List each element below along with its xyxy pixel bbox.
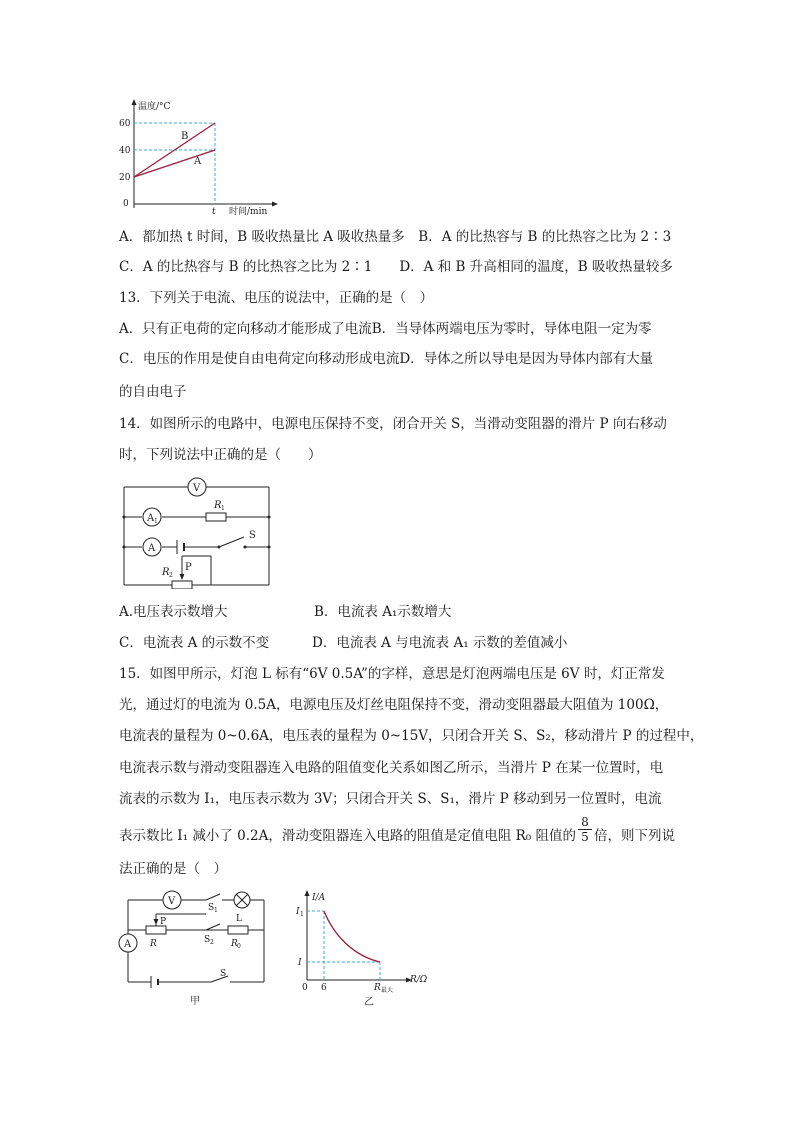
- slider-p-label: P: [185, 562, 192, 573]
- i1-sub: 1: [300, 911, 304, 918]
- x-tick-t: t: [212, 207, 216, 217]
- series-b-label: B: [181, 131, 189, 142]
- q12-options-line-1: A．都加热 t 时间，B 吸收热量比 A 吸收热量多 B．A 的比热容与 B 的比热容之比为 2∶3: [119, 229, 672, 245]
- rheostat-r2-sub: 2: [169, 572, 173, 579]
- origin-label: 0: [302, 983, 308, 993]
- q14-circuit-diagram: [119, 474, 274, 589]
- q15-line-4: 电流表示数与滑动变阻器连入电路的阻值变化关系如图乙所示，当滑片 P 在某一位置时，电: [119, 760, 664, 776]
- lamp-label: L: [236, 914, 242, 924]
- rheostat-r-label: R: [150, 939, 157, 949]
- q15-line-6b: 倍，则下列说: [594, 828, 675, 844]
- switch-s-label: S: [249, 530, 256, 541]
- ammeter-label: A: [124, 939, 132, 950]
- q12-options-line-2: C．A 的比热容与 B 的比热容之比为 2∶1 D．A 和 B 升高相同的温度，B 吸收热量较多: [119, 259, 673, 275]
- q14-option-c: C．电流表 A 的示数不变: [119, 635, 270, 651]
- x-tick-6: 6: [321, 983, 327, 993]
- q15-circuit-jia: [116, 886, 272, 1008]
- switch-s1-label: S: [208, 903, 215, 913]
- q14-option-a: A.电压表示数增大: [119, 604, 228, 620]
- slider-p-label: P: [160, 917, 167, 927]
- y-tick-0: 0: [123, 199, 129, 209]
- rheostat-r2: [172, 581, 192, 589]
- q15-line-1: 15．如图甲所示，灯泡 L 标有“6V 0.5A”的字样，意思是灯泡两端电压是 6V 时，灯正常发: [119, 666, 665, 682]
- q14-stem-1: 14．如图所示的电路中，电源电压保持不变，闭合开关 S，当滑动变阻器的滑片 P 向右移动: [119, 416, 667, 432]
- q15-line-3: 电流表的量程为 0~0.6A，电压表的量程为 0~15V，只闭合开关 S、S₂，移动滑片 P 的过程中，: [119, 728, 704, 744]
- voltmeter-label: V: [168, 896, 176, 907]
- q15-line-7: 法正确的是（ ）: [119, 861, 227, 877]
- ammeter-a1-sub: 1: [154, 518, 158, 525]
- resistor-r1-sub: 1: [221, 505, 225, 512]
- series-a-label: A: [194, 156, 202, 167]
- rheostat-r2-label: R: [162, 567, 170, 578]
- voltmeter-label: V: [193, 483, 201, 494]
- ammeter-a-label: A: [148, 543, 156, 554]
- current-vs-resistance-curve: [324, 911, 380, 962]
- series-a-line: [134, 150, 215, 177]
- resistor-r0-label: R: [231, 939, 238, 949]
- y-tick-40: 40: [119, 146, 131, 156]
- fraction-8-5: [578, 816, 592, 843]
- switch-s1-sub: 1: [214, 907, 218, 914]
- q13-line-1: A．只有正电荷的定向移动才能形成了电流B．当导体两端电压为零时，导体电阻一定为零: [119, 321, 652, 337]
- figure-caption-yi: 乙: [364, 997, 374, 1008]
- q15-graph-yi: [292, 888, 440, 1008]
- figure-caption-jia: 甲: [190, 996, 200, 1007]
- switch-s2-sub: 2: [210, 939, 214, 946]
- y-tick-60: 60: [119, 119, 131, 129]
- q13-stem: 13．下列关于电流、电压的说法中，正确的是（ ）: [119, 290, 434, 306]
- switch-s-label: S: [220, 969, 227, 979]
- q15-line-5: 流表的示数为 I₁，电压表示数为 3V；只闭合开关 S、S₁，滑片 P 移动到另一位置时，电流: [119, 791, 662, 807]
- q13-line-3: 的自由电子: [119, 384, 187, 400]
- i-label: I: [298, 958, 302, 968]
- q14-option-b: B．电流表 A₁示数增大: [314, 604, 452, 620]
- i1-label: I: [296, 907, 300, 917]
- y-tick-20: 20: [119, 173, 131, 183]
- resistor-r0-sub: 0: [237, 943, 241, 950]
- x-tick-rmax-sub: 最大: [381, 987, 394, 994]
- resistor-r1: [206, 513, 226, 521]
- ammeter-a1-label: A: [147, 513, 155, 524]
- x-axis-label: 时间/min: [229, 207, 268, 217]
- y-axis-label: I/A: [312, 893, 326, 903]
- q13-line-2: C．电压的作用是使自由电荷定向移动形成电流D．导体之所以导电是因为导体内部有大量: [119, 351, 654, 367]
- resistor-r0: [228, 926, 248, 934]
- q14-option-d: D．电流表 A 与电流表 A₁ 示数的差值减小: [312, 635, 568, 651]
- resistor-r1-label: R: [214, 500, 222, 511]
- fraction-denominator: 5: [581, 830, 589, 844]
- fraction-numerator: 8: [581, 815, 589, 829]
- q15-line-2: 光，通过灯的电流为 0.5A，电源电压及灯丝电阻保持不变，滑动变阻器最大阻值为 100Ω，: [119, 697, 669, 713]
- switch-s2-label: S: [204, 935, 211, 945]
- q15-line-6a: 表示数比 I₁ 减小了 0.2A，滑动变阻器连入电路的阻值是定值电阻 R₀ 阻值的: [119, 828, 576, 844]
- x-axis-label: R/Ω: [410, 975, 428, 985]
- temperature-time-graph: [114, 98, 284, 218]
- y-axis-label: 温度/°C: [138, 102, 171, 112]
- x-tick-rmax: R: [374, 983, 381, 993]
- rheostat-r: [146, 926, 166, 934]
- q14-stem-2: 时，下列说法中正确的是（ ）: [119, 447, 322, 463]
